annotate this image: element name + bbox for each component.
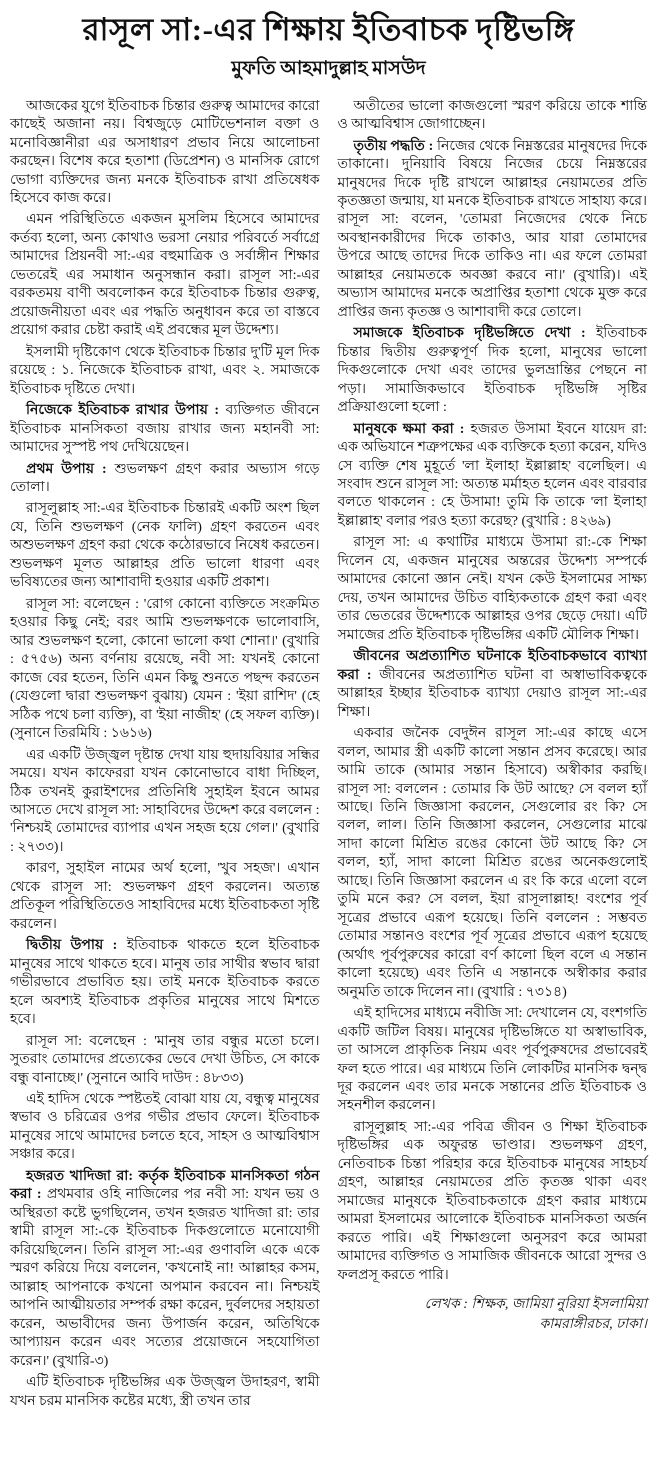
left-column — [10, 98, 320, 1414]
paragraph-lead: প্রথম উপায় : — [26, 461, 115, 477]
paragraph-lead: হজরত খাদিজা রা: কর্তৃক ইতিবাচক মানসিকতা গঠন করা : — [10, 1168, 320, 1203]
paragraph-lead: নিজেকে ইতিবাচক রাখার উপায় : — [26, 403, 226, 419]
paragraph: একবার জনৈক বেদুঈন রাসূল সা:-এর কাছে এসে বলল, আমার স্ত্রী একটি কালো সন্তান প্রসব করেছে। আর আমি তাকে (আমার সন্তান হিসাবে) অস্বীকার করছি। রাসূল সা: বললেন : তোমার কি উট আছে? সে বলল হ্যাঁ আছে। তিনি জিজ্ঞাসা করলেন, সেগুলোর রং কি? সে বলল, লাল। তিনি জিজ্ঞাসা করলেন, সেগুলোর মাঝে সাদা কালো মিশ্রিত রঙের কোনো উট আছে কি? সে বলল, হ্যাঁ, সাদা কালো মিশ্রিত রঙের অনেকগুলোই আছে। তিনি জিজ্ঞাসা করলেন এ রং কি করে এলো বলে তুমি মনে কর? সে বলল, ইয়া রাসূলাল্লাহ! বংশের পূর্ব সূত্রের প্রভাবে এরূপ হয়েছে। তিনি বললেন : সম্ভবত তোমার সন্তানও বংশের পূর্ব সূত্রের প্রভাবে এরূপ হয়েছে (অর্থাৎ পূর্বপুরুষের কারো বর্ণ কালো ছিল বলে এ সন্তান কালো হয়েছে) এবং তিনি এ সন্তানকে অস্বীকার করার অনুমতি তাকে দিলেন না। (বুখারি : ৭৩১৪) — [337, 726, 647, 1000]
paragraph-lead: সমাজকে ইতিবাচক দৃষ্টিভঙ্গিতে দেখা : — [353, 326, 596, 342]
paragraph: রাসূল সা: বলেছেন : 'মানুষ তার বন্ধুর মতো চলে। সুতরাং তোমাদের প্রত্যেকের ভেবে দেখা উচিত, সে কাকে বন্ধু বানাচ্ছে।' (সুনানে আবি দাউদ : ৪৮৩৩) — [10, 1033, 320, 1086]
paragraph: এটি ইতিবাচক দৃষ্টিভঙ্গির এক উজ্জ্বল উদাহরণ, স্বামী যখন চরম মানসিক কষ্টের মধ্যে, স্ত্রী তখন তার — [10, 1375, 320, 1409]
paragraph-lead: তৃতীয় পদ্ধতি : — [353, 138, 437, 154]
paragraph: হজরত খাদিজা রা: কর্তৃক ইতিবাচক মানসিকতা গঠন করা : প্রথমবার ওহি নাজিলের পর নবী সা: যখন ভয় ও অস্থিরতা কষ্টে ভুগছিলেন, তখন হজরত খাদিজা রা: তার স্বামী রাসূল সা:-কে ইতিবাচক দিকগুলোতে মনোযোগী করিয়েছিলেন। তিনি রাসূল সা:-এর গুণাবলি একে একে স্মরণ করিয়ে দিয়ে বললেন, 'কখনোই না! আল্লাহর কসম, আল্লাহ আপনাকে কখনো অপমান করবেন না। নিশ্চয়ই আপনি আত্মীয়তার সম্পর্ক রক্ষা করেন, দুর্বলদের সহায়তা করেন, অভাবীদের জন্য উপার্জন করেন, অতিথিকে আপ্যায়ন করেন এবং সত্যের প্রয়োজনে সহযোগিতা করেন।' (বুখারি-৩) — [10, 1168, 320, 1369]
paragraph: রাসূলুল্লাহ সা:-এর ইতিবাচক চিন্তারই একটি অংশ ছিল যে, তিনি শুভলক্ষণ (নেক ফালি) গ্রহণ করতেন এবং অশুভলক্ষণ গ্রহণ করা থেকে কঠোরভাবে নিষেধ করতেন। শুভলক্ষণ মূলত আল্লাহর প্রতি ভালো ধারণা এবং ভবিষ্যতের জন্য আশাবাদী হওয়ার একটি প্রকাশ। — [10, 501, 320, 591]
paragraph: সমাজকে ইতিবাচক দৃষ্টিভঙ্গিতে দেখা : ইতিবাচক চিন্তার দ্বিতীয় গুরুত্বপূর্ণ দিক হলো, মানুষের ভালো দিকগুলোকে দেখা এবং তাদের ভুলভ্রান্তির পেছনে না পড়া। সামাজিকভাবে ইতিবাচক দৃষ্টিভঙ্গি সৃষ্টির প্রক্রিয়াগুলো হলো : — [337, 326, 647, 416]
paragraph: রাসূল সা: এ কথাটির মাধ্যমে উসামা রা:-কে শিক্ষা দিলেন যে, একজন মানুষের অন্তরের উদ্দেশ্য সম্পর্কে আমাদের কোনো জ্ঞান নেই। যখন কেউ ইসলামের সাক্ষ্য দেয়, তখন আমাদের উচিত বাহ্যিকতাকে গ্রহণ করা এবং তার ভেতরের উদ্দেশ্যকে আল্লাহর ওপর ছেড়ে দেয়া। এটি সমাজের প্রতি ইতিবাচক দৃষ্টিভঙ্গির একটি মৌলিক শিক্ষা। — [337, 535, 647, 643]
paragraph: রাসূলুল্লাহ সা:-এর পবিত্র জীবন ও শিক্ষা ইতিবাচক দৃষ্টিভঙ্গির এক অফুরন্ত ভাণ্ডার। শুভলক্ষণ গ্রহণ, নেতিবাচক চিন্তা পরিহার করে ইতিবাচক মানুষের সাহচর্য গ্রহণ, আল্লাহর নেয়ামতের প্রতি কৃতজ্ঞ থাকা এবং সমাজের মানুষকে ইতিবাচকতাকে গ্রহণ করার মাধ্যমে আমরা ইসলামের আলোকে ইতিবাচক মানসিকতা অর্জন করতে পারি। এই শিক্ষাগুলো অনুসরণ করে আমরা আমাদের ব্যক্তিগত ও সামাজিক জীবনকে আরো সুন্দর ও ফলপ্রসূ করতে পারি। — [337, 1119, 647, 1283]
paragraph: ইসলামী দৃষ্টিকোণ থেকে ইতিবাচক চিন্তার দু'টি মূল দিক রয়েছে : ১. নিজেকে ইতিবাচক রাখা, এবং ২. সমাজকে ইতিবাচক দৃষ্টিতে দেখা। — [10, 344, 320, 397]
right-column — [338, 98, 648, 1335]
paragraph-lead: মানুষকে ক্ষমা করা : — [353, 421, 471, 437]
paragraph: এই হাদিস থেকে স্পষ্টতই বোঝা যায় যে, বন্ধুত্ব মানুষের স্বভাব ও চরিত্রের ওপর গভীর প্রভাব ফেলে। ইতিবাচক মানুষের সাথে আমাদের চলতে হবে, সাহস ও আত্মবিশ্বাস সঞ্চার করে। — [10, 1092, 320, 1163]
paragraph: দ্বিতীয় উপায় : ইতিবাচক থাকতে হলে ইতিবাচক মানুষের সাথে থাকতে হবে। মানুষ তার সাথীর স্বভাব দ্বারা গভীরভাবে প্রভাবিত হয়। তাই মনকে ইতিবাচক করতে হলে অবশ্যই ইতিবাচক প্রকৃতির মানুষের সাথে মিশতে হবে। — [10, 938, 320, 1028]
paragraph: অতীতের ভালো কাজগুলো স্মরণ করিয়ে তাকে শান্তি ও আত্মবিশ্বাস জোগাচ্ছেন। — [337, 98, 647, 133]
paragraph: মানুষকে ক্ষমা করা : হজরত উসামা ইবনে যায়েদ রা: এক অভিযানে শত্রুপক্ষের এক ব্যক্তিকে হত্যা করেন, যদিও সে ব্যক্তি শেষ মুহূর্তে 'লা ইলাহা ইল্লাল্লাহ' বলেছিল। এ সংবাদ শুনে রাসূল সা: অত্যন্ত মর্মাহত হলেন এবং বারবার বলতে থাকলেন : হে উসামা! তুমি কি তাকে 'লা ইলাহা ইল্লাল্লাহ' বলার পরও হত্যা করেছ? (বুখারি : ৪২৬৯) — [337, 421, 647, 529]
paragraph: এই হাদিসের মাধ্যমে নবীজি সা: দেখালেন যে, বংশগতি একটি জটিল বিষয়। মানুষের দৃষ্টিভঙ্গিতে যা অস্বাভাবিক, তা আসলে প্রাকৃতিক নিয়ম এবং পূর্বপুরুষদের প্রভাবেরই ফল হতে পারে। এর মাধ্যমে তিনি লোকটির মানসিক দ্বন্দ্ব দূর করলেন এবং তার মনকে সন্তানের প্রতি ইতিবাচক ও সহনশীল করলেন। — [337, 1006, 647, 1114]
paragraph: নিজেকে ইতিবাচক রাখার উপায় : ব্যক্তিগত জীবনে ইতিবাচক মানসিকতা বজায় রাখার জন্য মহানবী সা: আমাদের সুস্পষ্ট পথ দেখিয়েছেন। — [10, 403, 320, 456]
paragraph: এমন পরিস্থিতিতে একজন মুসলিম হিসেবে আমাদের কর্তব্য হলো, অন্য কোথাও ভরসা নেয়ার পরিবর্তে সর্বাগ্রে আমাদের প্রিয়নবী সা:-এর বহুমাত্রিক ও সর্বাঙ্গীন শিক্ষার ভেতরেই এর সমাধান অনুসন্ধান করা। রাসূল সা:-এর বরকতময় বাণী অবলোকন করে ইতিবাচক চিন্তার গুরুত্ব, প্রয়োজনীয়তা এবং এর পদ্ধতি অনুধাবন করে তা বাস্তবে প্রয়োগ করার চেষ্টা করাই এই প্রবন্ধের মূল উদ্দেশ্য। — [10, 212, 320, 339]
paragraph: এর একটি উজ্জ্বল দৃষ্টান্ত দেখা যায় হুদায়বিয়ার সন্ধির সময়ে। যখন কাফেররা যখন কোনোভাবে বাধা দিচ্ছিল, ঠিক তখনই কুরাইশদের প্রতিনিধি সুহাইল ইবনে আমর আসতে দেখে রাসূল সা: সাহাবিদের উদ্দেশ করে বললেন : 'নিশ্চয়ই তোমাদের ব্যাপার এখন সহজ হয়ে গেল।' (বুখারি : ২৭৩৩)। — [10, 747, 320, 855]
byline-line-1: লেখক : শিক্ষক, জামিয়া নুরিয়া ইসলামিয়া — [424, 1297, 647, 1313]
paragraph: আজকের যুগে ইতিবাচক চিন্তার গুরুত্ব আমাদের কারো কাছেই অজানা নয়। বিশ্বজুড়ে মোটিভেশনাল বক্তা ও মনোবিজ্ঞানীরা এর অসাধারণ প্রভাব নিয়ে আলোচনা করছেন। বিশেষ করে হতাশা (ডিপ্রেশন) ও মানসিক রোগে ভোগা ব্যক্তিদের জন্য মনকে ইতিবাচক রাখা প্রতিষেধক হিসেবে কাজ করে। — [10, 98, 320, 206]
right-column-paragraphs — [338, 98, 648, 1286]
article-title: রাসূল সা:-এর শিক্ষায় ইতিবাচক দৃষ্টিভঙ্গি — [82, 12, 575, 47]
paragraph: তৃতীয় পদ্ধতি : নিজের থেকে নিম্নস্তরের মানুষদের দিকে তাকানো। দুনিয়াবি বিষয়ে নিজের চেয়ে নিম্নস্তরের মানুষদের দিকে দৃষ্টি রাখলে আল্লাহর নেয়ামতের প্রতি কৃতজ্ঞতা জন্মায়, যা মনকে ইতিবাচক রাখতে সাহায্য করে। রাসূল সা: বলেন, 'তোমরা নিজেদের থেকে নিচে অবস্থানকারীদের দিকে তাকাও, আর যারা তোমাদের উপরে আছে তাদের দিকে তাকিও না। এর ফলে তোমরা আল্লাহর নেয়ামতকে অবজ্ঞা করবে না।' (বুখারি)। এই অভ্যাস আমাদের মনকে অপ্রাপ্তির হতাশা থেকে মুক্ত করে প্রাপ্তির জন্য কৃতজ্ঞ ও আশাবাদী করে তোলে। — [337, 138, 647, 320]
article-author: মুফতি আহমাদুল্লাহ মাসউদ — [231, 57, 426, 79]
paragraph: জীবনের অপ্রত্যাশিত ঘটনাকে ইতিবাচকভাবে ব্যাখ্যা করা : জীবনের অপ্রত্যাশিত ঘটনা বা অস্বাভাবিকত্বকে আল্লাহর ইচ্ছার ইতিবাচক ব্যাখ্যা দেয়াও রাসূল সা:-এর শিক্ষা। — [337, 649, 647, 720]
paragraph: রাসূল সা: বলেছেন : 'রোগ কোনো ব্যক্তিতে সংক্রমিত হওয়ার কিছু নেই; বরং আমি শুভলক্ষণকে ভালোবাসি, আর শুভলক্ষণ হলো, কোনো ভালো কথা শোনা।' (বুখারি : ৫৭৫৬) অন্য বর্ণনায় রয়েছে, নবী সা: যখনই কোনো কাজে বের হতেন, তিনি এমন কিছু শুনতে পছন্দ করতেন (যেগুলো দ্বারা শুভলক্ষণ বুঝায়) যেমন : 'ইয়া রাশিদ' (হে সঠিক পথে চলা ব্যক্তি), বা 'ইয়া নাজীহ' (হে সফল ব্যক্তি)। (সুনানে তিরমিযি : ১৬১৬) — [10, 596, 320, 742]
paragraph: প্রথম উপায় : শুভলক্ষণ গ্রহণ করার অভ্যাস গড়ে তোলা। — [10, 461, 320, 496]
paragraph-lead: জীবনের অপ্রত্যাশিত ঘটনাকে ইতিবাচকভাবে ব্যাখ্যা করা : — [337, 649, 647, 683]
paragraph: কারণ, সুহাইল নামের অর্থ হলো, 'খুব সহজ'। এখান থেকে রাসূল সা: শুভলক্ষণ গ্রহণ করলেন। অত্যন্ত প্রতিকূল পরিস্থিতিতেও সাহাবিদের মধ্যে ইতিবাচকতা সৃষ্টি করলেন। — [10, 861, 320, 932]
paragraph-lead: দ্বিতীয় উপায় : — [26, 938, 127, 954]
article-body — [10, 98, 647, 1414]
author-byline — [338, 1295, 648, 1334]
byline-line-2: কামরাঙ্গীরচর, ঢাকা। — [539, 1316, 647, 1332]
